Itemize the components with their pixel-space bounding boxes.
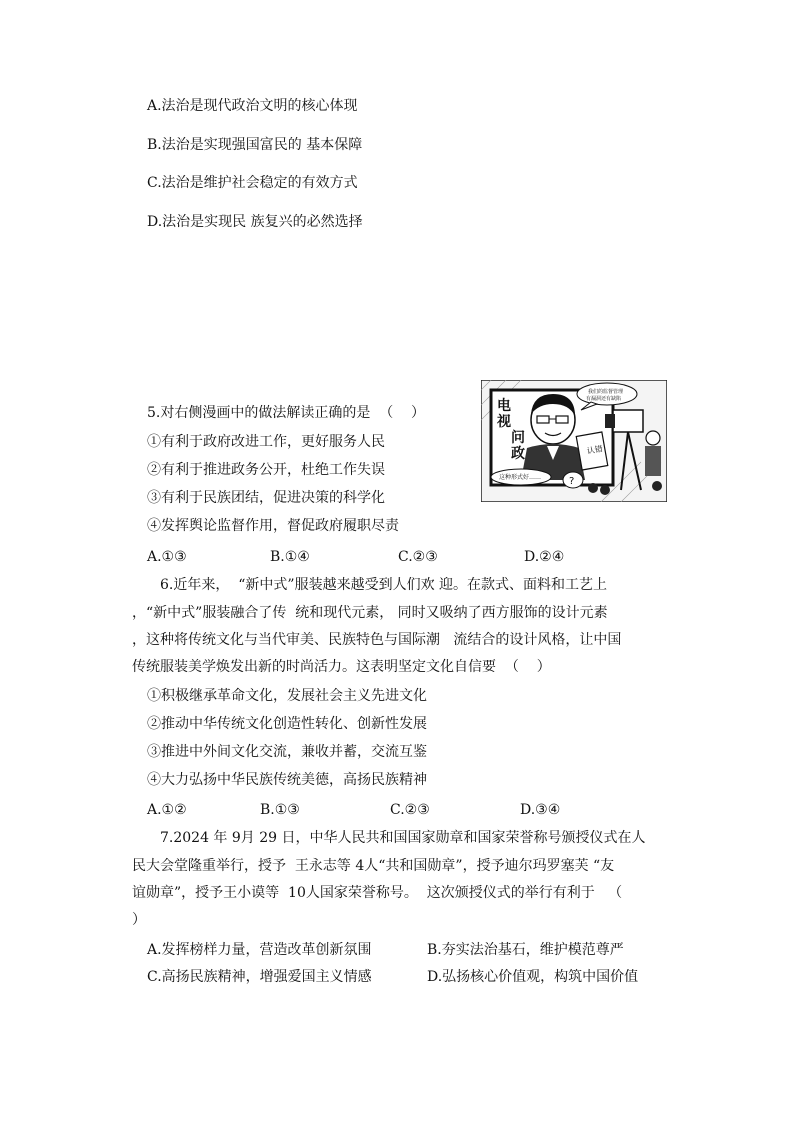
q6-line-3: ，这种将传统文化与当代审美、民族特色与国际潮 流结合的设计风格，让中国	[132, 632, 622, 648]
q6-item-4: ④大力弘扬中华民族传统美德，高扬民族精神	[147, 772, 427, 788]
q5-option-d: D.②④	[524, 549, 565, 565]
q6-option-c: C.②③	[390, 802, 430, 818]
q6-item-3: ③推进中外间文化交流，兼收并蓄，交流互鉴	[147, 744, 427, 760]
cartoon-caption: 这种形式好……	[499, 474, 542, 481]
q4-option-d: D.法治是实现民 族复兴的必然选择	[147, 214, 363, 230]
q5-item-3: ③有利于民族团结，促进决策的科学化	[147, 490, 385, 506]
q6-line-2: ，“新中式”服装融合了传 统和现代元素， 同时又吸纳了西方服饰的设计元素	[132, 605, 608, 621]
tv-inquiry-cartoon	[481, 380, 667, 502]
q7-option-a: A.发挥榜样力量，营造改革创新氛围	[147, 942, 372, 958]
q4-option-c: C.法治是维护社会稳定的有效方式	[147, 175, 358, 191]
cartoon-drawing	[481, 380, 667, 502]
q6-line-1: 6.近年来， “新中式”服装越来越受到人们欢 迎。在款式、面料和工艺上	[160, 577, 608, 593]
q7-line-2: 民大会堂隆重举行，授予 王永志等 4人“共和国勋章”，授予迪尔玛罗塞芙 “友	[132, 858, 615, 874]
q6-option-b: B.①③	[260, 802, 300, 818]
cartoon-sign-char: 问	[511, 430, 525, 446]
q7-option-d: D.弘扬核心价值观，构筑中国价值	[427, 969, 639, 985]
q6-item-2: ②推动中华传统文化创造性转化、创新性发展	[147, 716, 427, 732]
cartoon-speech-line1: 我们的监督管理	[588, 389, 624, 395]
cartoon-sign-char: 政	[511, 446, 525, 462]
q6-item-1: ①积极继承革命文化，发展社会主义先进文化	[147, 688, 427, 704]
q5-item-2: ②有利于推进政务公开，杜绝工作失误	[147, 462, 385, 478]
q7-option-b: B.夯实法治基石，维护模范尊严	[427, 942, 624, 958]
q5-item-4: ④发挥舆论监督作用，督促政府履职尽责	[147, 518, 399, 534]
q4-option-b: B.法治是实现强国富民的 基本保障	[147, 137, 363, 153]
cartoon-paper-text: 认错	[586, 444, 604, 456]
q5-option-b: B.①④	[270, 549, 310, 565]
q5-stem: 5.对右侧漫画中的做法解读正确的是 （ ）	[147, 405, 426, 421]
cartoon-sign-char: 电	[497, 398, 511, 414]
q6-line-4: 传统服装美学焕发出新的时尚活力。这表明坚定文化自信要 （ ）	[132, 659, 551, 675]
q6-option-a: A.①②	[147, 802, 187, 818]
q7-line-4: ）	[132, 912, 146, 928]
q7-line-3: 谊勋章”，授予王小谟等 10人国家荣誉称号。 这次颁授仪式的举行有利于 （	[132, 885, 623, 901]
q5-item-1: ①有利于政府改进工作，更好服务人民	[147, 434, 385, 450]
q7-line-1: 7.2024 年 9月 29 日，中华人民共和国国家勋章和国家荣誉称号颁授仪式在人	[160, 830, 646, 846]
q5-option-a: A.①③	[147, 549, 187, 565]
q4-option-a: A.法治是现代政治文明的核心体现	[147, 98, 358, 114]
cartoon-speech-line2: 有漏洞还有缺陷	[586, 396, 622, 402]
cartoon-sign-char: 视	[497, 414, 511, 430]
q7-option-c: C.高扬民族精神，增强爱国主义情感	[147, 969, 372, 985]
q6-option-d: D.③④	[520, 802, 561, 818]
cartoon-question: ?	[569, 476, 575, 487]
q5-option-c: C.②③	[398, 549, 438, 565]
